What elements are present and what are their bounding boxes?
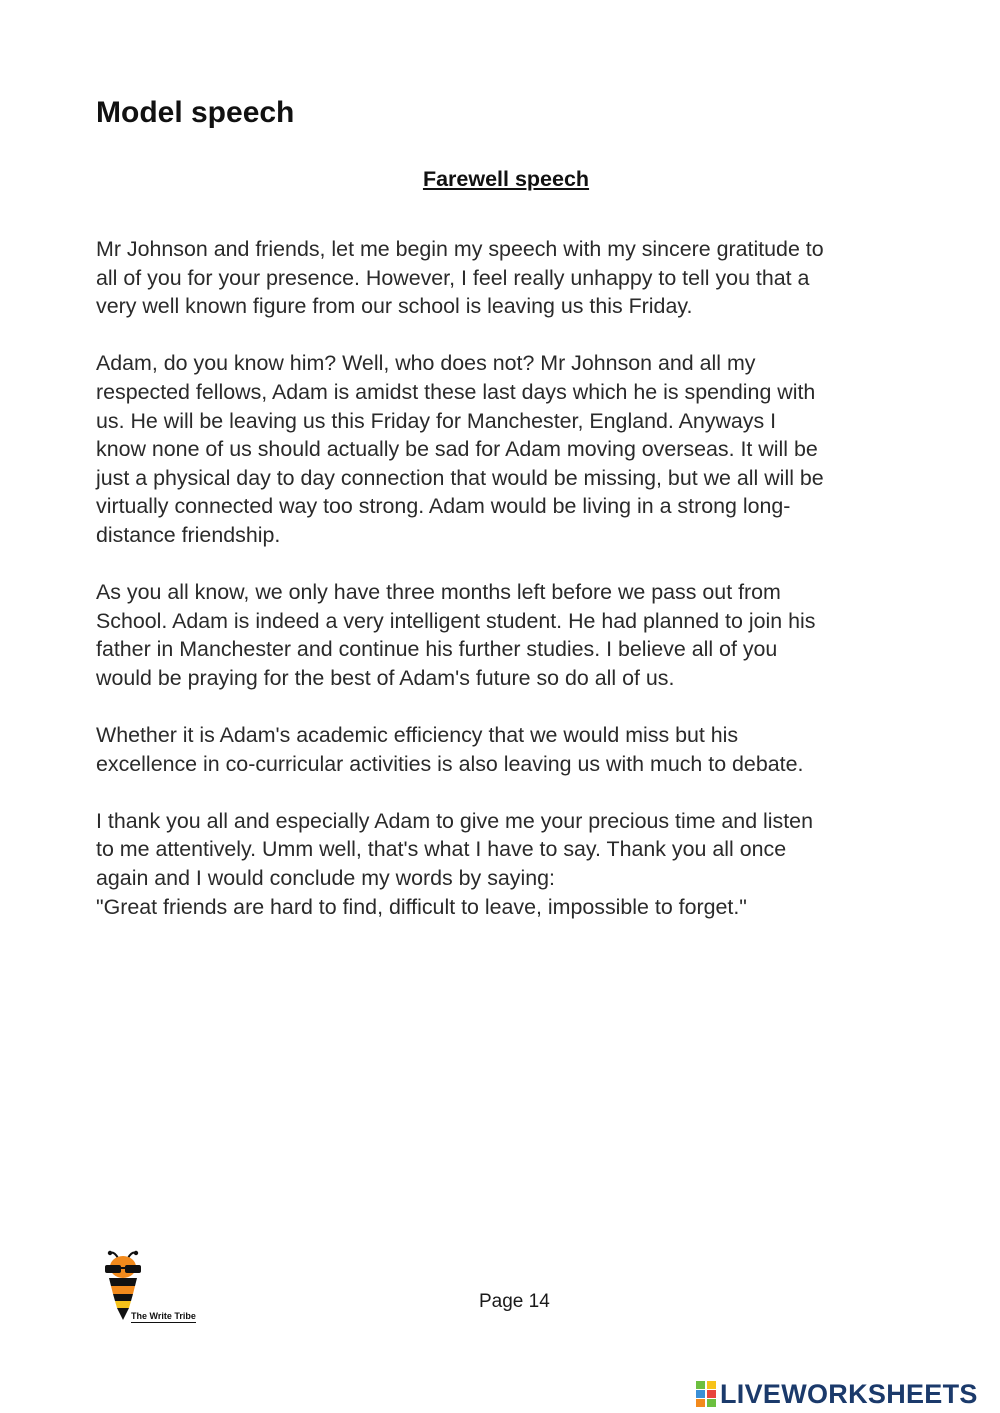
speech-title: Farewell speech [422,167,590,191]
text-line: excellence in co-curricular activities is also leaving us with much to debate. [96,751,804,776]
text-line: I thank you all and especially Adam to give me your precious time and listen [96,808,813,833]
text-line: just a physical day to day connection that would be missing, but we all will be [96,465,824,490]
watermark-text: LIVEWORKSHEETS [720,1378,978,1409]
text-line: distance friendship. [96,522,281,547]
text-line: Whether it is Adam's academic efficiency that we would miss but his [96,723,739,748]
page-heading: Model speech [96,96,295,129]
text-line: Mr Johnson and friends, let me begin my speech with my sincere gratitude to [96,237,824,261]
text-line: again and I would conclude my words by saying: [96,866,555,891]
text-line: School. Adam is indeed a very intelligent student. He had planned to join his [96,608,816,633]
text-line: us. He will be leaving us this Friday for Manchester, England. Anyways I [96,408,777,433]
paragraph-2 [96,349,902,549]
logo-caption: The Write Tribe [131,1311,196,1321]
closing-quote: "Great friends are hard to find, difficult to leave, impossible to forget." [96,894,747,919]
text-line: virtually connected way too strong. Adam would be living in a strong long- [96,494,791,519]
page-number: Page 14 [479,1291,550,1312]
text-line: to me attentively. Umm well, that's what I have to say. Thank you all once [96,837,787,862]
liveworksheets-logo[interactable] [695,1377,978,1411]
text-line: father in Manchester and continue his further studies. I believe all of you [96,637,778,662]
paragraph-3 [96,578,902,692]
paragraph-5 [96,807,902,921]
text-line: would be praying for the best of Adam's future so do all of us. [96,665,675,690]
text-line: Adam, do you know him? Well, who does not? Mr Johnson and all my [96,351,756,376]
text-line: very well known figure from our school is leaving us this Friday. [96,294,693,319]
text-line: know none of us should actually be sad for Adam moving overseas. It will be [96,437,818,462]
speech-body [96,235,902,950]
paragraph-1 [96,235,902,321]
text-line: all of you for your presence. However, I feel really unhappy to tell you that a [96,265,810,290]
liveworksheets-icon [695,1380,717,1408]
text-line: As you all know, we only have three months left before we pass out from [96,580,781,605]
paragraph-4 [96,721,902,778]
text-line: respected fellows, Adam is amidst these last days which he is spending with [96,379,816,404]
